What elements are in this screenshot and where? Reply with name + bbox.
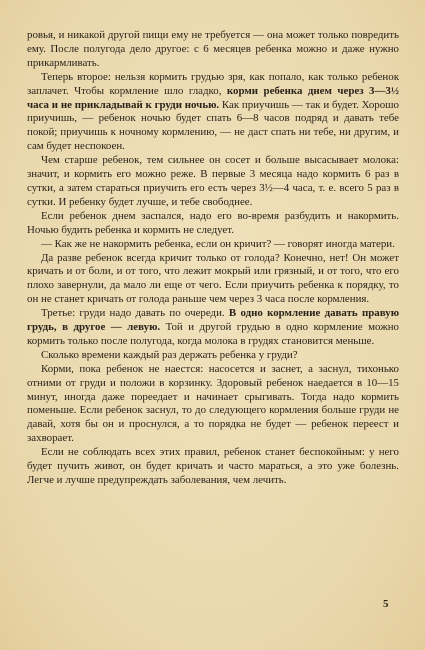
paragraph — [27, 154, 399, 210]
page-text — [27, 29, 399, 488]
bold-emphasis-text: корми ребенка днем через 3—3½ часа и не прикладывай к груди ночью. — [27, 84, 399, 111]
paragraph-text: Третье: груди надо давать по очереди. — [41, 307, 229, 320]
paragraph — [27, 349, 399, 363]
paragraph — [27, 71, 399, 154]
paragraph — [27, 307, 399, 349]
paragraph — [27, 252, 399, 308]
paragraph-text: Сколько времени каждый раз держать ребенка у груди? — [41, 348, 298, 361]
paragraph-text: Корми, пока ребенок не наестся: насосется и заснет, а заснул, тихонько отними от груди и положи в корзинку. Здоровый ребенок наедается в 10—15 минут, иногда даже пореедает и начинает срыгивать. Тогда надо кормить поменьше. Если ребенок заснул, то до следующего кормления больше груди не давай, хотя бы он и проснулся, а то порядка не будет — ребенок переест и захворает. — [27, 362, 399, 445]
paragraph-text: ровья, и никакой другой пищи ему не требуется — она может только повредить ему. После полугода дело другое: с 6 месяцев ребенка можно и даже нужно прикармливать. — [27, 29, 399, 69]
paragraph — [27, 238, 399, 252]
paragraph-text: Теперь второе: нельзя кормить грудью зря, как попало, как только ребенок заплачет. Чтобы кормление шло гладко, — [27, 70, 399, 97]
paragraph-text: — Как же не накормить ребенка, если он кричит? — говорят иногда матери. — [41, 237, 395, 250]
paragraph — [27, 446, 399, 488]
paragraph-text: Как приучишь — так и будет. Хорошо приучишь, — ребенок ночью будет спать 6—8 часов подряд и давать тебе покой; приучишь к ночному кормлению, — не даст спать ни тебе, ни другим, и сам будет неспокоен. — [27, 98, 399, 153]
bold-emphasis-text: В одно кормление давать правую грудь, в другое — левую. — [27, 307, 400, 334]
paragraph — [27, 210, 399, 238]
page-number: 5 — [383, 598, 389, 610]
paragraph-text: Той и другой грудью в одно кормление можно кормить только после полугода, когда молока в грудях становится меньше. — [27, 321, 399, 347]
paragraph — [27, 29, 399, 71]
paragraph-text: Если не соблюдать всех этих правил, ребенок станет беспокойным: у него будет пучить живот, он будет кричать и часто мараться, а это уже болезнь. Легче и лучше предупреждать заболевания, чем лечить. — [27, 446, 399, 486]
paragraph — [27, 363, 399, 446]
paragraph-text: Чем старше ребенок, тем сильнее он сосет и больше высасывает молока: значит, и кормить его можно реже. В первые 3 месяца надо кормить 6 раз в сутки, а затем стараться приучить его есть через 3½—4 часа, т. е. всего 5 раз в сутки. И ребенку будет лучше, и тебе свободнее. — [27, 154, 399, 208]
paragraph-text: Если ребенок днем заспался, надо его во-время разбудить и накормить. Ночью будить ребенка и кормить не следует. — [27, 209, 399, 236]
paragraph-text: Да разве ребенок всегда кричит только от голода? Конечно, нет! Он может кричать и от боли, и от того, что лежит мокрый или грязный, и от того, что его плохо завернули, да мало ли еще от чего. Если приучить ребенка к порядку, то он не станет кричать от голода раньше чем через 3 часа после кормления. — [27, 251, 399, 306]
